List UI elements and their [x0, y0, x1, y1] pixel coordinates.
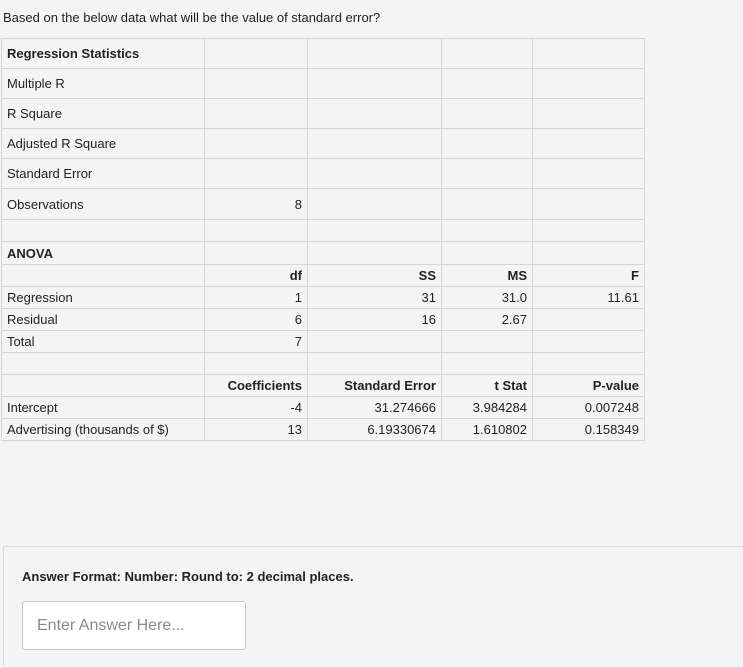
table-cell: 11.61: [533, 287, 645, 309]
table-row: [2, 309, 645, 331]
table-cell: [308, 99, 442, 129]
table-row: [2, 353, 645, 375]
section-header-regression-statistics: Regression Statistics: [2, 39, 205, 69]
row-label-r-square: R Square: [2, 99, 205, 129]
column-header-standard-error: Standard Error: [308, 375, 442, 397]
table-row: [2, 159, 645, 189]
column-header-ss: SS: [308, 265, 442, 287]
table-cell: [442, 331, 533, 353]
table-cell: [205, 353, 308, 375]
table-cell: [205, 99, 308, 129]
table-cell: -4: [205, 397, 308, 419]
table-cell: [2, 220, 205, 242]
table-cell: [205, 69, 308, 99]
table-cell: [308, 129, 442, 159]
table-cell: [308, 69, 442, 99]
table-row: [2, 39, 645, 69]
table-cell: 7: [205, 331, 308, 353]
table-cell: [442, 189, 533, 220]
table-row: [2, 419, 645, 441]
answer-input[interactable]: [22, 601, 246, 650]
table-cell: [533, 242, 645, 265]
table-row: [2, 331, 645, 353]
table-cell: 1: [205, 287, 308, 309]
row-label-intercept: Intercept: [2, 397, 205, 419]
table-row: [2, 189, 645, 220]
question-text: Based on the below data what will be the value of standard error?: [3, 10, 381, 25]
table-row: [2, 265, 645, 287]
table-cell: [308, 220, 442, 242]
table-cell: [205, 242, 308, 265]
table-cell: [533, 331, 645, 353]
table-cell: 6.19330674: [308, 419, 442, 441]
table-cell: [533, 129, 645, 159]
table-cell: [308, 331, 442, 353]
table-cell: [533, 69, 645, 99]
table-cell: [2, 375, 205, 397]
table-cell: [308, 242, 442, 265]
table-cell: [442, 242, 533, 265]
table-cell: [205, 159, 308, 189]
regression-output-table: [1, 38, 645, 441]
row-label-residual: Residual: [2, 309, 205, 331]
table-cell: [442, 69, 533, 99]
table-cell: [442, 99, 533, 129]
table-row: [2, 99, 645, 129]
column-header-ms: MS: [442, 265, 533, 287]
table-cell: [533, 309, 645, 331]
table-cell: 1.610802: [442, 419, 533, 441]
row-label-total: Total: [2, 331, 205, 353]
table-cell: 31.274666: [308, 397, 442, 419]
table-row: [2, 220, 645, 242]
table-cell: 2.67: [442, 309, 533, 331]
table-cell: [533, 353, 645, 375]
table-cell: [442, 39, 533, 69]
table-cell: [205, 220, 308, 242]
table-cell: 31.0: [442, 287, 533, 309]
table-cell: [205, 129, 308, 159]
table-cell: [442, 353, 533, 375]
table-cell: [308, 39, 442, 69]
column-header-f: F: [533, 265, 645, 287]
answer-format-label: Answer Format: Number: Round to: 2 decimal places.: [22, 569, 354, 584]
table-row: [2, 375, 645, 397]
table-row: [2, 69, 645, 99]
row-label-regression: Regression: [2, 287, 205, 309]
table-cell: [533, 39, 645, 69]
row-label-observations: Observations: [2, 189, 205, 220]
table-cell: 0.158349: [533, 419, 645, 441]
table-row: [2, 287, 645, 309]
column-header-t-stat: t Stat: [442, 375, 533, 397]
answer-panel: [3, 546, 743, 668]
table-cell: [533, 220, 645, 242]
table-cell: 3.984284: [442, 397, 533, 419]
table-cell: [308, 189, 442, 220]
table-cell: [533, 189, 645, 220]
table-cell: [308, 353, 442, 375]
table-row: [2, 242, 645, 265]
table-cell: [533, 99, 645, 129]
table-cell: [533, 159, 645, 189]
table-cell: 16: [308, 309, 442, 331]
row-label-advertising: Advertising (thousands of $): [2, 419, 205, 441]
table-cell: [2, 353, 205, 375]
table-cell: [442, 129, 533, 159]
table-cell: [308, 159, 442, 189]
row-label-multiple-r: Multiple R: [2, 69, 205, 99]
column-header-df: df: [205, 265, 308, 287]
table-cell: 0.007248: [533, 397, 645, 419]
table-cell: [442, 220, 533, 242]
table-cell: 6: [205, 309, 308, 331]
column-header-coefficients: Coefficients: [205, 375, 308, 397]
row-label-standard-error: Standard Error: [2, 159, 205, 189]
table-cell: [205, 39, 308, 69]
table-cell: 13: [205, 419, 308, 441]
table-cell: [442, 159, 533, 189]
section-header-anova: ANOVA: [2, 242, 205, 265]
table-cell: [2, 265, 205, 287]
table-row: [2, 397, 645, 419]
observations-value: 8: [205, 189, 308, 220]
column-header-p-value: P-value: [533, 375, 645, 397]
table-cell: 31: [308, 287, 442, 309]
row-label-adjusted-r-square: Adjusted R Square: [2, 129, 205, 159]
table-row: [2, 129, 645, 159]
